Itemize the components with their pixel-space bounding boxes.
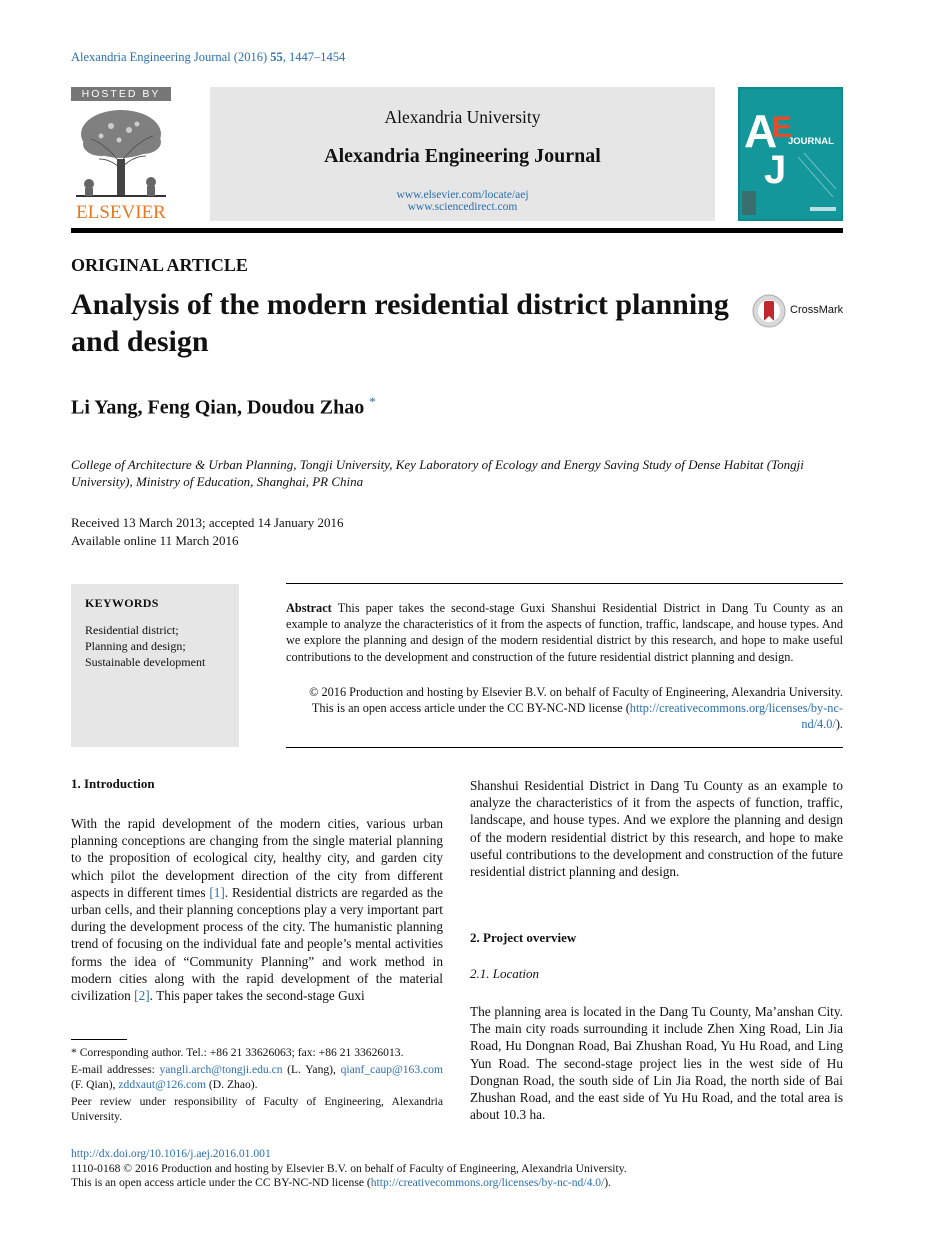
abstract-text: This paper takes the second-stage Guxi Shanshui Residential District in Dang Tu County as an example to analyze the characteristics of it from the aspects of function, traffic, landscape, and house types. And we explore the planning and design of the modern residential district by this research, and hope to make useful contributions to the development and construction of the future residential district planning and design. [286, 601, 843, 664]
email-addresses [71, 1063, 443, 1092]
university-name: Alexandria University [384, 107, 541, 127]
doi-link[interactable]: http://dx.doi.org/10.1016/j.aej.2016.01.001 [71, 1147, 271, 1160]
peer-review-note: Peer review under responsibility of Faculty of Engineering, Alexandria University. [71, 1095, 443, 1123]
paragraph-continued: Shanshui Residential District in Dang Tu County as an example to analyze the characteristics of it from the aspects of function, traffic, landscape, and house types. And we explore the planning and design of the modern residential district by this research, and hope to make useful contributions to the development and construction of the future residential district planning and design. [470, 778, 843, 880]
journal-name: Alexandria Engineering Journal [324, 145, 601, 167]
keyword-item: Planning and design; [85, 639, 186, 653]
hosted-by-label: HOSTED BY [71, 87, 171, 101]
email-label: E-mail addresses: [71, 1063, 160, 1077]
journal-url-elsevier[interactable]: www.elsevier.com/locate/aej [396, 189, 529, 201]
affiliation: College of Architecture & Urban Planning, Tongji University, Key Laboratory of Ecology and Energy Saving Study of Dense Habitat (Tongji University), Ministry of Education, Shanghai, PR China [71, 457, 804, 489]
license-link[interactable]: http://creativecommons.org/licenses/by-nc-nd/4.0/ [629, 701, 843, 732]
received-date: Received 13 March 2013; accepted 14 January 2016 [71, 515, 344, 530]
header-rule [71, 228, 843, 233]
journal-reference[interactable] [71, 50, 345, 65]
elsevier-wordmark: ELSEVIER [76, 202, 166, 222]
email-link[interactable]: yangli.arch@tongji.edu.cn [159, 1063, 283, 1077]
paragraph-text: With the rapid development of the modern cities, various urban planning conceptions are changing from the single material planning to the proposition of ecological city, healthy city, and garden city which pilot the development direction of the city from different aspects in different times [71, 816, 443, 900]
journal-cover-image [738, 87, 843, 221]
keyword-item: Sustainable development [85, 655, 206, 669]
issn-copyright: 1110-0168 © 2016 Production and hosting by Elsevier B.V. on behalf of Faculty of Engineering, Alexandria University. [71, 1162, 627, 1175]
svg-text:J: J [764, 148, 787, 192]
crossmark-label: CrossMark [790, 304, 844, 316]
license-line [71, 1176, 611, 1189]
journal-banner [210, 87, 715, 221]
paragraph-location: The planning area is located in the Dang Tu County, Ma’anshan City. The main city roads surrounding it include Zhen Xing Road, Lin Jia Road, Hu Dongnan Road, Bai Zhushan Road, Yu Hu Road, and Ling Yun Road. The second-stage project lies in the west side of Hu Dongnan Road, the south side of Lin Jia Road, the north side of Bai Zhushan Road, and the east side of Yu Hu Road, and the total area is about 10.3 ha. [470, 1004, 843, 1123]
email-owner: (F. Qian), [71, 1077, 119, 1091]
crossmark-button[interactable] [752, 294, 847, 328]
author-names: Li Yang, Feng Qian, Doudou Zhao [71, 396, 365, 419]
section-heading-introduction: 1. Introduction [71, 776, 155, 791]
subsection-heading-location: 2.1. Location [470, 966, 539, 981]
citation-link[interactable]: [1] [209, 884, 225, 900]
keywords-heading: KEYWORDS [85, 596, 159, 610]
copyright-end: ). [835, 717, 843, 732]
svg-text:E: E [772, 111, 793, 144]
footnote-rule [71, 1039, 127, 1040]
paragraph-text: . This paper takes the second-stage Guxi [149, 988, 365, 1004]
crossmark-icon [752, 294, 786, 328]
footnotes [71, 1046, 443, 1127]
keywords-box [71, 584, 239, 747]
available-online-date: Available online 11 March 2016 [71, 532, 239, 548]
paragraph-text: . Residential districts are regarded as the urban cells, and their planning conceptions play a very important part during the development process of the city. The humanistic planning trend of focusing on the individual fate and people’s mental activities forms the idea of “Community Planning” and work method in modern cities along with the rapid development of the material civilization [71, 884, 443, 1004]
author-list [71, 394, 376, 420]
article-title: Analysis of the modern residential district planning and design [71, 288, 729, 358]
corresponding-author-mark[interactable]: * [369, 394, 376, 409]
svg-text:A: A [744, 105, 778, 157]
article-history [71, 514, 344, 549]
paragraph-introduction [71, 815, 443, 1004]
abstract-top-rule [286, 583, 843, 584]
citation-link[interactable]: [2] [134, 988, 150, 1004]
journal-volume: 55 [270, 50, 283, 64]
email-link[interactable]: zddxaut@126.com [118, 1077, 207, 1091]
abstract-bottom-rule [286, 747, 843, 748]
abstract [286, 600, 843, 665]
abstract-label: Abstract [286, 601, 332, 615]
keywords-list [85, 622, 205, 670]
email-link[interactable]: qianf_caup@163.com [340, 1063, 443, 1077]
journal-url-sciencedirect[interactable]: www.sciencedirect.com [407, 201, 518, 213]
elsevier-logo [71, 104, 171, 222]
email-owner: (L. Yang), [282, 1063, 341, 1077]
corresponding-author-note: * Corresponding author. Tel.: +86 21 33626063; fax: +86 21 33626013. [71, 1046, 404, 1059]
abstract-copyright [286, 684, 843, 733]
footer-license-link[interactable]: http://creativecommons.org/licenses/by-nc-nd/4.0/ [370, 1176, 605, 1189]
cover-journal-word: JOURNAL [788, 136, 834, 147]
article-type: ORIGINAL ARTICLE [71, 255, 248, 275]
journal-pages: , 1447–1454 [282, 50, 346, 64]
license-end: ). [604, 1176, 612, 1189]
journal-ref-text: Alexandria Engineering Journal (2016) [71, 50, 271, 64]
email-owner: (D. Zhao). [206, 1077, 258, 1091]
license-text: This is an open access article under the CC BY-NC-ND license ( [71, 1176, 371, 1189]
section-heading-project-overview: 2. Project overview [470, 930, 577, 945]
copyright-text: © 2016 Production and hosting by Elsevier B.V. on behalf of Faculty of Engineering, Alexandria University. This is an open access article under the CC BY-NC-ND license ( [309, 685, 843, 716]
keyword-item: Residential district; [85, 623, 179, 637]
